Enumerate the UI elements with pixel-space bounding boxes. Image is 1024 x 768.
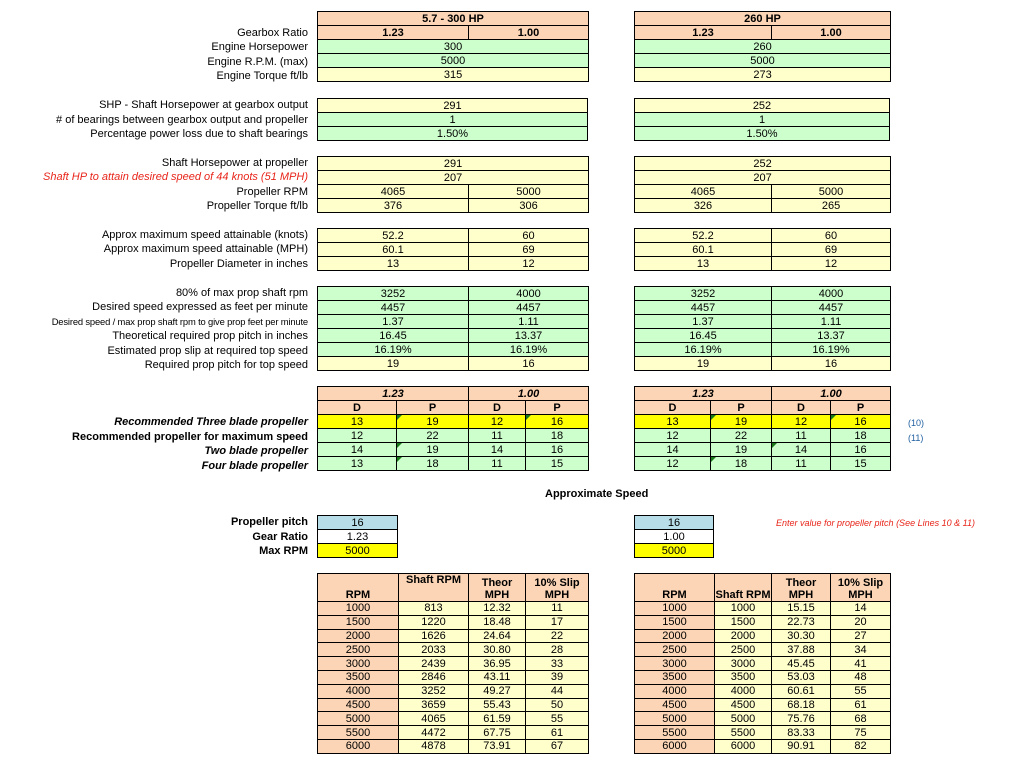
approx-speed-title: Approximate Speed: [545, 488, 649, 500]
rpm-cell[interactable]: 4500: [318, 698, 399, 712]
table-row: [635, 726, 891, 740]
speed-cell[interactable]: 30.80: [469, 643, 526, 657]
speed-cell[interactable]: 14: [831, 602, 891, 616]
speed-cell[interactable]: 61: [831, 698, 891, 712]
speed-cell[interactable]: 20: [831, 615, 891, 629]
prop-torque-cell[interactable]: 376: [318, 199, 469, 213]
rec-cell[interactable]: 16: [831, 443, 891, 457]
prop-rpm-cell[interactable]: 5000: [469, 185, 589, 199]
table-row: [635, 602, 891, 616]
rec-cell[interactable]: 18: [831, 429, 891, 443]
speed-cell[interactable]: 82: [831, 739, 891, 753]
speed-cell[interactable]: 4500: [715, 698, 772, 712]
table-row: [635, 670, 891, 684]
rec-cell[interactable]: 12: [469, 415, 526, 429]
pitch-cell[interactable]: 4457: [469, 301, 589, 315]
speed-cell[interactable]: 75.76: [772, 712, 831, 726]
diameter-cell[interactable]: 12: [469, 257, 589, 271]
label-gearbox-ratio: Gearbox Ratio: [237, 27, 308, 39]
pitch-cell[interactable]: 16: [469, 357, 589, 371]
speed-cell[interactable]: 34: [831, 643, 891, 657]
pitch-cell[interactable]: 16.19%: [318, 343, 469, 357]
prop-torque-cell[interactable]: 306: [469, 199, 589, 213]
rpm-cell[interactable]: 5000: [635, 712, 715, 726]
label-shp-gearbox: SHP - Shaft Horsepower at gearbox output: [99, 99, 308, 111]
speed-knots-cell[interactable]: 52.2: [318, 229, 469, 243]
rec-cell[interactable]: 13: [318, 415, 397, 429]
speed-cell[interactable]: 813: [399, 602, 469, 616]
speed-cell[interactable]: 4065: [399, 712, 469, 726]
table-row: [635, 643, 891, 657]
speed-cell[interactable]: 45.45: [772, 657, 831, 671]
pitch-input[interactable]: 16: [318, 516, 398, 530]
label-80pct-rpm: 80% of max prop shaft rpm: [175, 287, 308, 299]
line-ref-11: (11): [908, 433, 924, 443]
pitch-cell[interactable]: 4457: [318, 301, 469, 315]
pitch-table-right: [634, 286, 891, 371]
pitch-cell[interactable]: 1.37: [318, 315, 469, 329]
pitch-header: P: [397, 401, 469, 415]
speed-cell[interactable]: 11: [526, 602, 589, 616]
speed-cell[interactable]: 4000: [715, 684, 772, 698]
prop-rpm-cell[interactable]: 4065: [318, 185, 469, 199]
label-desired-ratio: Desired speed / max prop shaft rpm to give prop feet per minute: [51, 316, 308, 327]
rec-cell[interactable]: 11: [772, 457, 831, 471]
speed-cell[interactable]: 4878: [399, 739, 469, 753]
pitch-cell[interactable]: 19: [318, 357, 469, 371]
ratio-cell[interactable]: 1.23: [318, 26, 469, 40]
pitch-cell[interactable]: 3252: [635, 287, 772, 301]
speed-cell[interactable]: 2439: [399, 657, 469, 671]
diameter-header: D: [318, 401, 397, 415]
speed-cell[interactable]: 67: [526, 739, 589, 753]
diameter-header: D: [772, 401, 831, 415]
rec-cell[interactable]: 19: [711, 443, 772, 457]
engine-table-left: [317, 11, 589, 82]
rec-cell[interactable]: 16: [526, 443, 589, 457]
speed-cell[interactable]: 27: [831, 629, 891, 643]
gear-ratio-input[interactable]: 1.23: [318, 530, 398, 544]
rec-cell[interactable]: 19: [397, 443, 469, 457]
speed-cell[interactable]: 2846: [399, 670, 469, 684]
ratio-group-header: 1.23: [318, 387, 469, 401]
rec-cell[interactable]: 11: [469, 429, 526, 443]
rec-cell[interactable]: 18: [397, 457, 469, 471]
rpm-cell[interactable]: 1000: [635, 602, 715, 616]
table-row: [318, 739, 589, 753]
label-propeller-pitch: Propeller pitch: [230, 516, 308, 528]
speed-knots-cell[interactable]: 52.2: [635, 229, 772, 243]
speed-cell[interactable]: 4472: [399, 726, 469, 740]
table-row: [318, 643, 589, 657]
ratio-group-header: 1.00: [469, 387, 589, 401]
rec-cell[interactable]: 22: [711, 429, 772, 443]
rpm-cell[interactable]: 3000: [318, 657, 399, 671]
table-row: [635, 629, 891, 643]
speed-mph-cell[interactable]: 60.1: [318, 243, 469, 257]
rpm-cell[interactable]: 2500: [318, 643, 399, 657]
rec-cell[interactable]: 11: [469, 457, 526, 471]
speed-cell[interactable]: 37.88: [772, 643, 831, 657]
prop-torque-cell[interactable]: 265: [772, 199, 891, 213]
table-row: [318, 657, 589, 671]
label-gear-ratio: Gear Ratio: [252, 531, 308, 543]
shp-prop-cell[interactable]: 291: [318, 157, 589, 171]
pitch-cell[interactable]: 16.19%: [772, 343, 891, 357]
rec-cell[interactable]: 15: [526, 457, 589, 471]
diameter-cell[interactable]: 12: [772, 257, 891, 271]
rpm-cell[interactable]: 2500: [635, 643, 715, 657]
pitch-cell[interactable]: 16: [772, 357, 891, 371]
rpm-cell[interactable]: 5500: [635, 726, 715, 740]
pitch-cell[interactable]: 13.37: [772, 329, 891, 343]
label-engine-torque: Engine Torque ft/lb: [216, 70, 308, 82]
speed-cell[interactable]: 22: [526, 629, 589, 643]
shaft-table-left: [317, 98, 588, 141]
rpm-speed-table-right: [634, 573, 891, 754]
label-power-loss: Percentage power loss due to shaft bearings: [90, 128, 308, 140]
table-row: [635, 615, 891, 629]
ratio-group-header: 1.23: [635, 387, 772, 401]
rpm-cell[interactable]: 5500: [318, 726, 399, 740]
speed-cell[interactable]: 43.11: [469, 670, 526, 684]
rec-cell[interactable]: 16: [526, 415, 589, 429]
speed-cell[interactable]: 1500: [715, 615, 772, 629]
pitch-cell[interactable]: 16.45: [635, 329, 772, 343]
speed-cell[interactable]: 33: [526, 657, 589, 671]
rpm-cell[interactable]: 3000: [635, 657, 715, 671]
speed-cell[interactable]: 3659: [399, 698, 469, 712]
pitch-input-note: Enter value for propeller pitch (See Lines 10 & 11): [776, 518, 975, 528]
ratio-cell[interactable]: 1.00: [772, 26, 891, 40]
prop-table-right: [634, 156, 891, 213]
pitch-header: P: [831, 401, 891, 415]
col-header: Shaft RPM: [399, 574, 469, 602]
label-engine-rpm: Engine R.P.M. (max): [207, 56, 308, 68]
max-rpm-input[interactable]: 5000: [635, 544, 714, 558]
shaft-table-right: [634, 98, 890, 141]
speed-cell[interactable]: 3252: [399, 684, 469, 698]
col-header: 10% Slip MPH: [831, 574, 891, 602]
pitch-cell[interactable]: 4000: [772, 287, 891, 301]
pitch-cell[interactable]: 16.19%: [635, 343, 772, 357]
prop-rpm-cell[interactable]: 4065: [635, 185, 772, 199]
speed-cell[interactable]: 83.33: [772, 726, 831, 740]
speed-cell[interactable]: 3000: [715, 657, 772, 671]
table-row: [318, 698, 589, 712]
speed-cell[interactable]: 60.61: [772, 684, 831, 698]
speed-cell[interactable]: 67.75: [469, 726, 526, 740]
rpm-cell[interactable]: 4500: [635, 698, 715, 712]
pitch-input[interactable]: 16: [635, 516, 714, 530]
rpm-cell[interactable]: 1000: [318, 602, 399, 616]
speed-cell[interactable]: 6000: [715, 739, 772, 753]
diameter-header: D: [635, 401, 711, 415]
rec-cell[interactable]: 22: [397, 429, 469, 443]
speed-knots-cell[interactable]: 60: [469, 229, 589, 243]
label-speed-mph: Approx maximum speed attainable (MPH): [103, 243, 308, 255]
bearings-cell[interactable]: 1: [635, 113, 890, 127]
speed-cell[interactable]: 55: [831, 684, 891, 698]
speed-cell[interactable]: 1626: [399, 629, 469, 643]
ratio-cell[interactable]: 1.23: [635, 26, 772, 40]
rpm-cell[interactable]: 2000: [635, 629, 715, 643]
speed-cell[interactable]: 61: [526, 726, 589, 740]
loss-cell[interactable]: 1.50%: [635, 127, 890, 141]
diameter-cell[interactable]: 13: [635, 257, 772, 271]
rpm-speed-table-left: [317, 573, 589, 754]
diameter-header: D: [469, 401, 526, 415]
speed-knots-cell[interactable]: 60: [772, 229, 891, 243]
speed-mph-cell[interactable]: 60.1: [635, 243, 772, 257]
table-row: [318, 726, 589, 740]
speed-cell[interactable]: 73.91: [469, 739, 526, 753]
col-header: Theor MPH: [469, 574, 526, 602]
gear-ratio-input[interactable]: 1.00: [635, 530, 714, 544]
pitch-cell[interactable]: 3252: [318, 287, 469, 301]
pitch-cell[interactable]: 4000: [469, 287, 589, 301]
rpm-cell[interactable]: 2000: [318, 629, 399, 643]
pitch-cell[interactable]: 19: [635, 357, 772, 371]
loss-cell[interactable]: 1.50%: [318, 127, 588, 141]
table-row: [635, 698, 891, 712]
rpm-cell[interactable]: 4000: [318, 684, 399, 698]
speed-cell[interactable]: 75: [831, 726, 891, 740]
speed-table-left: [317, 228, 589, 271]
engine-table-right: [634, 11, 891, 82]
diameter-cell[interactable]: 13: [318, 257, 469, 271]
label-required-pitch: Required prop pitch for top speed: [144, 359, 308, 371]
speed-cell[interactable]: 36.95: [469, 657, 526, 671]
ratio-cell[interactable]: 1.00: [469, 26, 589, 40]
rec-cell[interactable]: 19: [711, 415, 772, 429]
speed-mph-cell[interactable]: 69: [469, 243, 589, 257]
speed-cell[interactable]: 15.15: [772, 602, 831, 616]
speed-cell[interactable]: 12.32: [469, 602, 526, 616]
table-row: [635, 712, 891, 726]
table-row: [635, 739, 891, 753]
line-ref-10: (10): [908, 418, 925, 428]
shp-req-cell[interactable]: 207: [635, 171, 891, 185]
rpm-cell[interactable]: 5000: [318, 712, 399, 726]
recommend-table-right: [634, 386, 891, 471]
pitch-cell[interactable]: 4457: [772, 301, 891, 315]
speed-cell[interactable]: 2500: [715, 643, 772, 657]
rpm-cell[interactable]: 3500: [635, 670, 715, 684]
label-four-blade: Four blade propeller: [201, 460, 308, 472]
table-row: [318, 684, 589, 698]
speed-cell[interactable]: 53.03: [772, 670, 831, 684]
speed-cell[interactable]: 68.18: [772, 698, 831, 712]
speed-table-right: [634, 228, 891, 271]
col-header: 10% Slip MPH: [526, 574, 589, 602]
speed-cell[interactable]: 2000: [715, 629, 772, 643]
pitch-cell[interactable]: 4457: [635, 301, 772, 315]
rec-cell[interactable]: 16: [831, 415, 891, 429]
rpm-cell[interactable]: 1500: [635, 615, 715, 629]
speed-cell[interactable]: 41: [831, 657, 891, 671]
label-shp-prop: Shaft Horsepower at propeller: [161, 157, 308, 169]
shp-req-cell[interactable]: 207: [318, 171, 589, 185]
rec-cell[interactable]: 18: [711, 457, 772, 471]
pitch-cell[interactable]: 1.37: [635, 315, 772, 329]
speed-cell[interactable]: 61.59: [469, 712, 526, 726]
prop-table-left: [317, 156, 589, 213]
header-left: 5.7 - 300 HP: [318, 12, 589, 26]
speed-cell[interactable]: 5000: [715, 712, 772, 726]
rec-cell[interactable]: 14: [635, 443, 711, 457]
recommend-table-left: [317, 386, 589, 471]
label-desired-fpm: Desired speed expressed as feet per minute: [92, 301, 308, 313]
speed-cell[interactable]: 55.43: [469, 698, 526, 712]
pitch-header: P: [711, 401, 772, 415]
max-rpm-input[interactable]: 5000: [318, 544, 398, 558]
header-right: 260 HP: [635, 12, 891, 26]
speed-cell[interactable]: 1220: [399, 615, 469, 629]
rec-cell[interactable]: 12: [635, 429, 711, 443]
table-row: [635, 657, 891, 671]
table-row: [318, 629, 589, 643]
label-shp-required: Shaft HP to attain desired speed of 44 knots (51 MPH): [43, 171, 308, 183]
speed-cell[interactable]: 68: [831, 712, 891, 726]
pitch-cell[interactable]: 16.45: [318, 329, 469, 343]
speed-cell[interactable]: 5500: [715, 726, 772, 740]
label-prop-rpm: Propeller RPM: [236, 186, 308, 198]
speed-cell[interactable]: 55: [526, 712, 589, 726]
table-row: [318, 712, 589, 726]
label-max-rpm: Max RPM: [259, 545, 308, 557]
label-two-blade: Two blade propeller: [204, 445, 308, 457]
rec-cell[interactable]: 12: [318, 429, 397, 443]
speed-cell[interactable]: 17: [526, 615, 589, 629]
prop-rpm-cell[interactable]: 5000: [772, 185, 891, 199]
rec-cell[interactable]: 18: [526, 429, 589, 443]
rec-cell[interactable]: 19: [397, 415, 469, 429]
rec-cell[interactable]: 15: [831, 457, 891, 471]
rec-cell[interactable]: 12: [635, 457, 711, 471]
speed-cell[interactable]: 48: [831, 670, 891, 684]
speed-cell[interactable]: 24.64: [469, 629, 526, 643]
bearings-cell[interactable]: 1: [318, 113, 588, 127]
ratio-group-header: 1.00: [772, 387, 891, 401]
shp-cell[interactable]: 252: [635, 99, 890, 113]
inputs-left: [317, 515, 398, 558]
speed-cell[interactable]: 49.27: [469, 684, 526, 698]
shp-prop-cell[interactable]: 252: [635, 157, 891, 171]
pitch-cell[interactable]: 1.11: [469, 315, 589, 329]
col-header: Theor MPH: [772, 574, 831, 602]
pitch-cell[interactable]: 16.19%: [469, 343, 589, 357]
speed-cell[interactable]: 2033: [399, 643, 469, 657]
rpm-cell[interactable]: 6000: [635, 739, 715, 753]
speed-cell[interactable]: 1000: [715, 602, 772, 616]
label-theoretical-pitch: Theoretical required prop pitch in inches: [112, 330, 308, 342]
table-row: [318, 602, 589, 616]
speed-cell[interactable]: 90.91: [772, 739, 831, 753]
rec-cell[interactable]: 14: [318, 443, 397, 457]
speed-cell[interactable]: 3500: [715, 670, 772, 684]
rec-cell[interactable]: 14: [772, 443, 831, 457]
label-prop-diameter: Propeller Diameter in inches: [169, 258, 308, 270]
pitch-cell[interactable]: 1.11: [772, 315, 891, 329]
speed-cell[interactable]: 50: [526, 698, 589, 712]
speed-cell[interactable]: 30.30: [772, 629, 831, 643]
torque-cell[interactable]: 273: [635, 68, 891, 82]
rec-cell[interactable]: 13: [318, 457, 397, 471]
label-speed-knots: Approx maximum speed attainable (knots): [101, 229, 308, 241]
rec-cell[interactable]: 14: [469, 443, 526, 457]
hp-cell[interactable]: 260: [635, 40, 891, 54]
col-header: RPM: [635, 574, 715, 602]
hp-cell[interactable]: 300: [318, 40, 589, 54]
speed-cell[interactable]: 39: [526, 670, 589, 684]
rpm-cell[interactable]: 3500: [318, 670, 399, 684]
pitch-cell[interactable]: 13.37: [469, 329, 589, 343]
col-header: Shaft RPM: [715, 574, 772, 602]
inputs-right: [634, 515, 714, 558]
pitch-table-left: [317, 286, 589, 371]
label-engine-hp: Engine Horsepower: [211, 41, 308, 53]
rpm-cell[interactable]: 4000: [635, 684, 715, 698]
col-header: RPM: [318, 574, 399, 602]
label-prop-torque: Propeller Torque ft/lb: [206, 200, 308, 212]
rec-cell[interactable]: 12: [772, 415, 831, 429]
table-row: [635, 684, 891, 698]
label-max-speed-prop: Recommended propeller for maximum speed: [72, 431, 308, 443]
rpm-cell[interactable]: 5000: [318, 54, 589, 68]
speed-cell[interactable]: 18.48: [469, 615, 526, 629]
speed-mph-cell[interactable]: 69: [772, 243, 891, 257]
rec-cell[interactable]: 13: [635, 415, 711, 429]
pitch-header: P: [526, 401, 589, 415]
rec-cell[interactable]: 11: [772, 429, 831, 443]
table-row: [318, 615, 589, 629]
speed-cell[interactable]: 22.73: [772, 615, 831, 629]
label-prop-slip: Estimated prop slip at required top speed: [107, 345, 308, 357]
rpm-cell[interactable]: 5000: [635, 54, 891, 68]
rpm-cell[interactable]: 6000: [318, 739, 399, 753]
torque-cell[interactable]: 315: [318, 68, 589, 82]
shp-cell[interactable]: 291: [318, 99, 588, 113]
prop-torque-cell[interactable]: 326: [635, 199, 772, 213]
speed-cell[interactable]: 44: [526, 684, 589, 698]
label-three-blade: Recommended Three blade propeller: [114, 416, 308, 428]
label-bearings: # of bearings between gearbox output and propeller: [56, 114, 308, 126]
rpm-cell[interactable]: 1500: [318, 615, 399, 629]
speed-cell[interactable]: 28: [526, 643, 589, 657]
table-row: [318, 670, 589, 684]
